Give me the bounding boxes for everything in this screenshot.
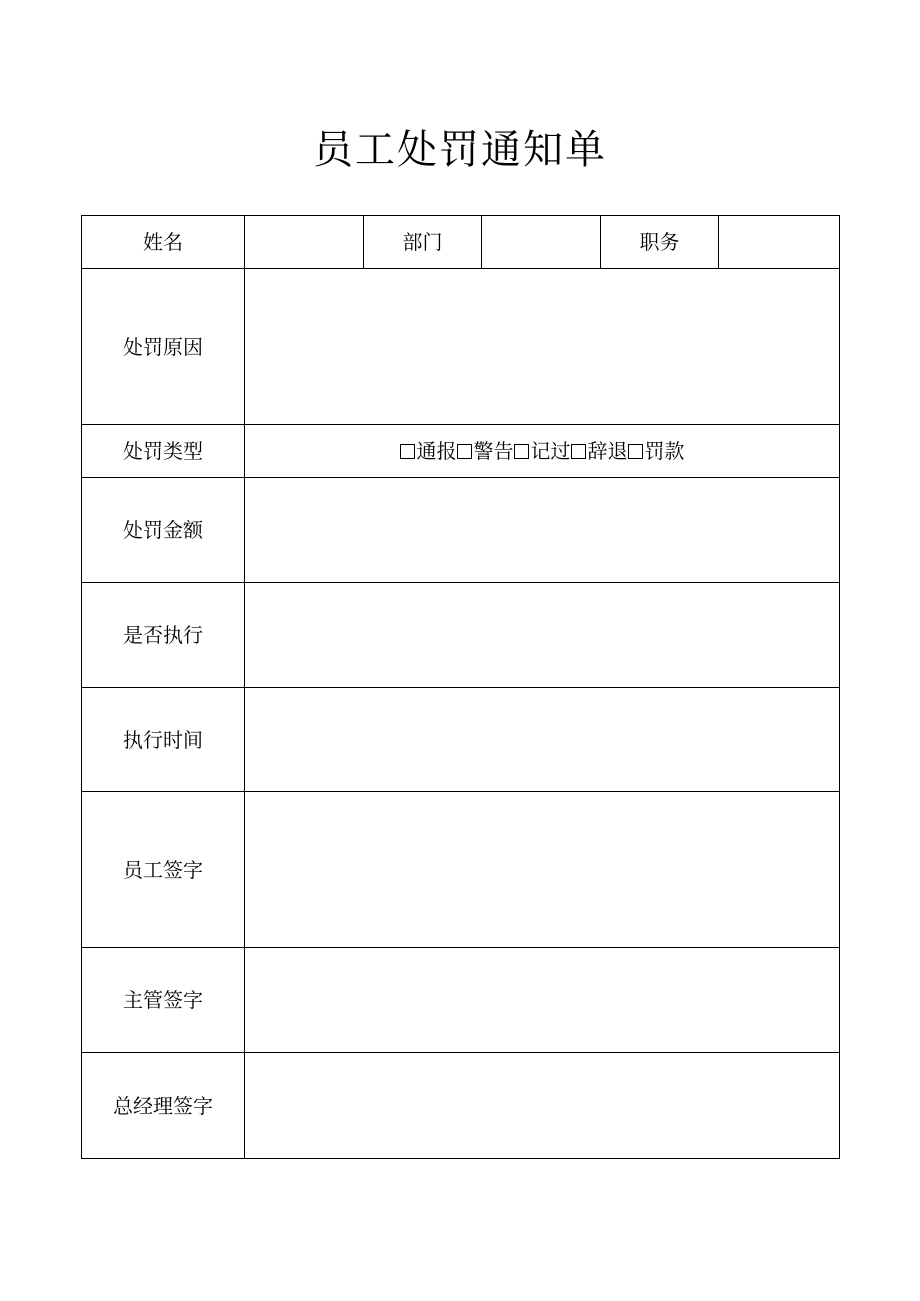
reason-row: [82, 269, 840, 425]
employee-signature-field[interactable]: [245, 792, 840, 948]
punishment-form-table: [81, 215, 840, 1159]
executed-field[interactable]: [245, 583, 840, 688]
form-title: 员工处罚通知单: [313, 127, 607, 173]
executed-label: 是否执行: [82, 583, 245, 688]
header-row: [82, 216, 840, 269]
checkbox-demerit[interactable]: [514, 444, 529, 459]
checkbox-notice[interactable]: [400, 444, 415, 459]
name-label: 姓名: [82, 216, 245, 269]
type-label: 处罚类型: [82, 425, 245, 478]
employee-signature-row: [82, 792, 840, 948]
position-field[interactable]: [719, 216, 840, 269]
option-fine[interactable]: [628, 439, 685, 463]
type-options: [245, 425, 840, 478]
amount-field[interactable]: [245, 478, 840, 583]
position-label: 职务: [601, 216, 719, 269]
gm-signature-label: 总经理签字: [82, 1053, 245, 1159]
department-field[interactable]: [482, 216, 601, 269]
reason-label: 处罚原因: [82, 269, 245, 425]
checkbox-warning[interactable]: [457, 444, 472, 459]
type-row: [82, 425, 840, 478]
reason-field[interactable]: [245, 269, 840, 425]
supervisor-signature-row: [82, 948, 840, 1053]
execution-time-field[interactable]: [245, 688, 840, 792]
amount-label: 处罚金额: [82, 478, 245, 583]
execution-time-label: 执行时间: [82, 688, 245, 792]
option-demerit-label: 记过: [530, 439, 571, 463]
option-fine-label: 罚款: [644, 439, 685, 463]
option-dismissal-label: 辞退: [587, 439, 628, 463]
supervisor-signature-field[interactable]: [245, 948, 840, 1053]
checkbox-dismissal[interactable]: [571, 444, 586, 459]
employee-signature-label: 员工签字: [82, 792, 245, 948]
executed-row: [82, 583, 840, 688]
option-warning-label: 警告: [473, 439, 514, 463]
supervisor-signature-label: 主管签字: [82, 948, 245, 1053]
gm-signature-field[interactable]: [245, 1053, 840, 1159]
checkbox-fine[interactable]: [628, 444, 643, 459]
department-label: 部门: [364, 216, 482, 269]
name-field[interactable]: [245, 216, 364, 269]
option-notice-label: 通报: [416, 439, 457, 463]
amount-row: [82, 478, 840, 583]
execution-time-row: [82, 688, 840, 792]
option-demerit[interactable]: [514, 439, 571, 463]
gm-signature-row: [82, 1053, 840, 1159]
option-warning[interactable]: [457, 439, 514, 463]
option-notice[interactable]: [400, 439, 457, 463]
option-dismissal[interactable]: [571, 439, 628, 463]
